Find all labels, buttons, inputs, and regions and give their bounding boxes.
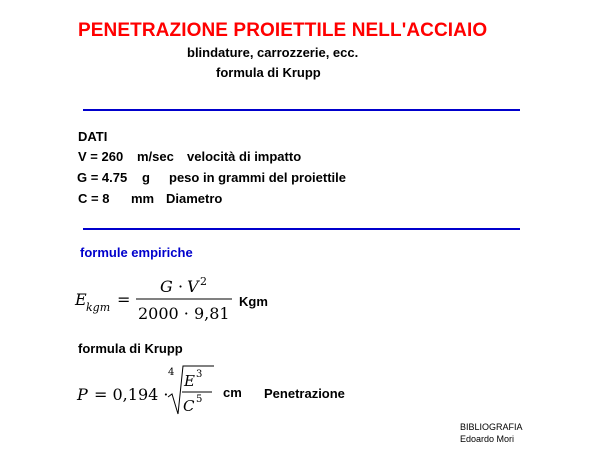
- svg-text:3: 3: [196, 369, 203, 380]
- svg-text:2000 · 9,81: 2000 · 9,81: [138, 304, 230, 323]
- dati-heading: DATI: [78, 129, 108, 144]
- energy-unit: Kgm: [239, 294, 268, 309]
- svg-text:V: V: [187, 277, 199, 296]
- dati-symbol: G = 4.75: [77, 170, 128, 185]
- dati-desc: velocità di impatto: [187, 149, 302, 164]
- bibliografia-author: Edoardo Mori: [460, 434, 515, 444]
- svg-text:E: E: [184, 372, 195, 390]
- dati-desc: peso in grammi del proiettile: [169, 170, 346, 185]
- krupp-formula: [72, 362, 222, 424]
- svg-text:G: G: [160, 277, 173, 296]
- svg-text:kgm: kgm: [86, 301, 111, 314]
- bibliografia-label: BIBLIOGRAFIA: [460, 422, 523, 432]
- page-subtitle: blindature, carrozzerie, ecc.: [187, 45, 359, 60]
- page-title: PENETRAZIONE PROIETTILE NELL'ACCIAIO: [78, 20, 488, 41]
- dati-unit: mm: [131, 191, 155, 206]
- energy-formula: [72, 270, 242, 326]
- divider-top: [83, 109, 520, 111]
- dati-symbol: V = 260: [78, 149, 124, 164]
- svg-text:=: =: [117, 290, 131, 309]
- svg-text:·: ·: [178, 277, 184, 296]
- page-subtitle-formula: formula di Krupp: [216, 65, 321, 80]
- svg-text:C: C: [183, 397, 195, 415]
- dati-unit: g: [142, 170, 150, 185]
- svg-text:5: 5: [196, 394, 203, 405]
- svg-text:4: 4: [168, 367, 175, 378]
- dati-desc: Diametro: [166, 191, 223, 206]
- dati-unit: m/sec: [137, 149, 174, 164]
- krupp-heading: formula di Krupp: [78, 341, 183, 356]
- svg-text:P: P: [77, 385, 88, 404]
- svg-text:E: E: [75, 290, 87, 309]
- formule-heading: formule empiriche: [80, 245, 193, 260]
- penetration-label: Penetrazione: [264, 386, 345, 401]
- divider-bottom: [83, 228, 520, 230]
- dati-symbol: C = 8: [78, 191, 110, 206]
- penetration-unit: cm: [223, 385, 242, 400]
- svg-text:2: 2: [200, 275, 207, 288]
- svg-text:= 0,194 ·: = 0,194 ·: [94, 385, 169, 404]
